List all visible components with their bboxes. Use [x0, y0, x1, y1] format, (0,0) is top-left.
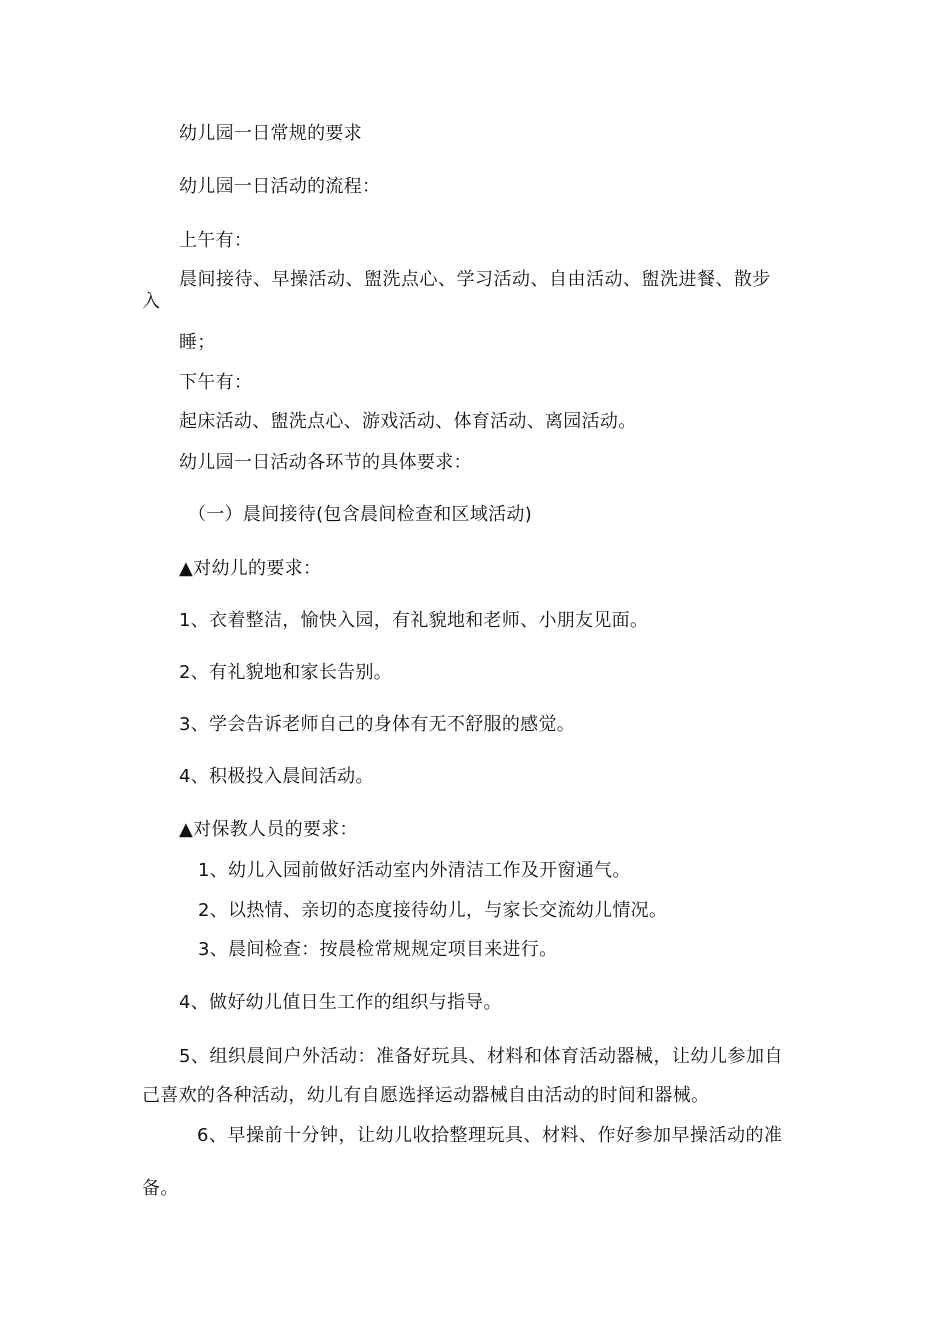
document-title: 幼儿园一日常规的要求	[179, 123, 362, 144]
staff-item-5-line2: 己喜欢的各种活动，幼儿有自愿选择运动器械自由活动的时间和器械。	[142, 1085, 710, 1106]
staff-item: 2、以热情、亲切的态度接待幼儿，与家长交流幼儿情况。	[198, 900, 668, 921]
staff-item-6-line1: 6、早操前十分钟，让幼儿收拾整理玩具、材料、作好参加早操活动的准	[197, 1125, 783, 1146]
children-item: 2、有礼貌地和家长告别。	[179, 662, 393, 683]
afternoon-heading: 下午有：	[179, 372, 253, 393]
staff-item-6-line2: 备。	[142, 1178, 179, 1199]
staff-item: 3、晨间检查：按晨检常规规定项目来进行。	[198, 939, 558, 960]
children-requirements-heading: ▲对幼儿的要求：	[179, 558, 322, 579]
children-item: 3、学会告诉老师自己的身体有无不舒服的感觉。	[179, 714, 576, 735]
staff-item: 4、做好幼儿值日生工作的组织与指导。	[179, 992, 502, 1013]
staff-item-5-line1: 5、组织晨间户外活动：准备好玩具、材料和体育活动器械，让幼儿参加自	[179, 1046, 783, 1067]
staff-requirements-heading: ▲对保教人员的要求：	[179, 819, 358, 840]
children-item: 1、衣着整洁，愉快入园，有礼貌地和老师、小朋友见面。	[179, 610, 649, 631]
flow-heading: 幼儿园一日活动的流程：	[179, 176, 381, 197]
morning-items-line: 睡；	[179, 332, 216, 353]
section-heading: （一）晨间接待(包含晨间检查和区域活动)	[188, 504, 533, 525]
staff-item: 1、幼儿入园前做好活动室内外清洁工作及开窗通气。	[198, 860, 631, 881]
requirements-heading: 幼儿园一日活动各环节的具体要求：	[179, 452, 472, 473]
morning-heading: 上午有：	[179, 230, 253, 251]
afternoon-items: 起床活动、盥洗点心、游戏活动、体育活动、离园活动。	[179, 411, 637, 432]
morning-items-line: 晨间接待、早操活动、盥洗点心、学习活动、自由活动、盥洗进餐、散步	[179, 269, 771, 290]
children-item: 4、积极投入晨间活动。	[179, 766, 374, 787]
morning-items-wrap: 入	[142, 291, 161, 312]
